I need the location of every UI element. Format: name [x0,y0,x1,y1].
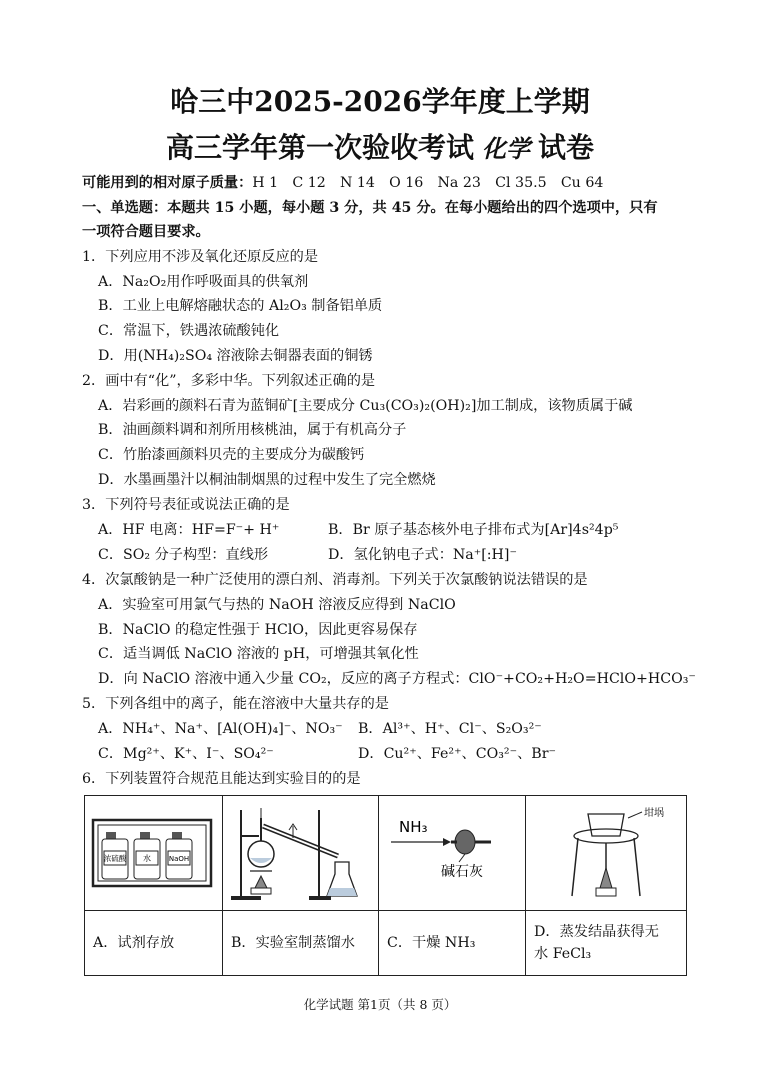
q2-option-d: D．水墨画墨汁以桐油制烟黑的过程中发生了完全燃烧 [98,472,436,488]
q6-figure-d [526,796,687,911]
q3-option-d: D．氢化钠电子式：Na⁺[:H]⁻ [328,547,517,563]
q1-stem: 1．下列应用不涉及氧化还原反应的是 [82,249,319,265]
q1-option-b: B．工业上电解熔融状态的 Al₂O₃ 制备铝单质 [98,298,383,314]
q3-option-b: B．Br 原子基态核外电子排布式为[Ar]4s²4p⁵ [328,522,619,538]
exam-title-line1: 哈三中2025-2026学年度上学期 [170,85,590,118]
q4-option-d: D．向 NaClO 溶液中通入少量 CO₂，反应的离子方程式：ClO⁻+CO₂+H₂O=HClO+HCO₃⁻ [98,671,696,687]
q6-figure-c [379,796,526,911]
reagent-shelf-figure [85,796,222,906]
bottle-1-label: 浓硫酸 [103,854,127,863]
bottle-1 [102,832,128,879]
q3-option-c: C．SO₂ 分子构型：直线形 [98,547,269,563]
q4-option-b: B．NaClO 的稳定性强于 HClO，因此更容易保存 [98,622,418,638]
distillation-figure [223,796,378,906]
bottle-2-label: 水 [143,854,151,863]
q5-option-b: B．Al³⁺、H⁺、Cl⁻、S₂O₃²⁻ [358,721,542,737]
soda-lime-label: 碱石灰 [441,864,483,880]
q6-figure-b [223,796,379,911]
q6-figure-a [85,796,223,911]
section-instruction-1: 一、单选题：本题共 15 小题，每小题 3 分，共 45 分。在每小题给出的四个选项中，只有 [82,200,658,216]
evaporation-figure [526,796,686,906]
q4-option-c: C．适当调低 NaClO 溶液的 pH，可增强其氧化性 [98,646,419,662]
q5-option-c: C．Mg²⁺、K⁺、I⁻、SO₄²⁻ [98,746,274,762]
bottle-3 [166,832,192,879]
nh3-label: NH₃ [399,818,428,836]
q4-stem: 4．次氯酸钠是一种广泛使用的漂白剂、消毒剂。下列关于次氯酸钠说法错误的是 [82,572,588,588]
q3-stem: 3．下列符号表征或说法正确的是 [82,497,290,513]
q3-option-a: A．HF 电离：HF=F⁻+ H⁺ [98,522,280,538]
q2-option-c: C．竹胎漆画颜料贝壳的主要成分为碳酸钙 [98,447,365,463]
q5-stem: 5．下列各组中的离子，能在溶液中大量共存的是 [82,696,389,712]
exam-title-suffix: 试卷 [538,131,595,164]
q2-option-a: A．岩彩画的颜料石青为蓝铜矿[主要成分 Cu₃(CO₃)₂(OH)₂]加工制成，该物质属于碱 [98,398,633,414]
drying-tube-figure [379,796,525,906]
q6-caption-d [526,911,687,976]
q2-stem: 2．画中有“化”，多彩中华。下列叙述正确的是 [82,373,376,389]
q5-option-a: A．NH₄⁺、Na⁺、[Al(OH)₄]⁻、NO₃⁻ [98,721,343,737]
page-footer: 化学试题 第1页（共 8 页） [303,997,457,1012]
q1-option-a: A．Na₂O₂用作呼吸面具的供氧剂 [98,274,309,290]
exam-title-main: 高三学年第一次验收考试 [165,131,474,164]
q1-option-c: C．常温下，铁遇浓硫酸钝化 [98,323,280,339]
subject-label: 化学 [482,134,530,163]
q6-caption-c: C．干燥 NH₃ [379,911,526,976]
q2-option-b: B．油画颜料调和剂所用核桃油，属于有机高分子 [98,422,407,438]
q1-option-d: D．用(NH₄)₂SO₄ 溶液除去铜器表面的铜锈 [98,348,373,364]
bottle-3-label: NaOH [168,855,190,863]
atomic-mass-values: H 1 C 12 N 14 O 16 Na 23 Cl 35.5 Cu 64 [252,175,604,191]
section-instruction-2: 一项符合题目要求。 [82,224,210,240]
bottle-2 [134,832,160,879]
exam-title-line2 [0,126,760,166]
q6-stem: 6．下列装置符合规范且能达到实验目的的是 [82,771,361,787]
q6-apparatus-table [84,795,687,976]
q6-caption-d-line2: 水 FeCl₃ [534,946,592,962]
atomic-mass-line [82,174,603,192]
q6-caption-a: A．试剂存放 [85,911,223,976]
q6-caption-d-line1: D．蒸发结晶获得无 [534,924,659,940]
atomic-mass-label: 可能用到的相对原子质量： [82,175,253,191]
q6-caption-b: B．实验室制蒸馏水 [223,911,379,976]
crucible-label: 坩埚 [644,808,664,819]
q5-option-d: D．Cu²⁺、Fe²⁺、CO₃²⁻、Br⁻ [358,746,556,762]
q4-option-a: A．实验室可用氯气与热的 NaOH 溶液反应得到 NaClO [98,597,456,613]
